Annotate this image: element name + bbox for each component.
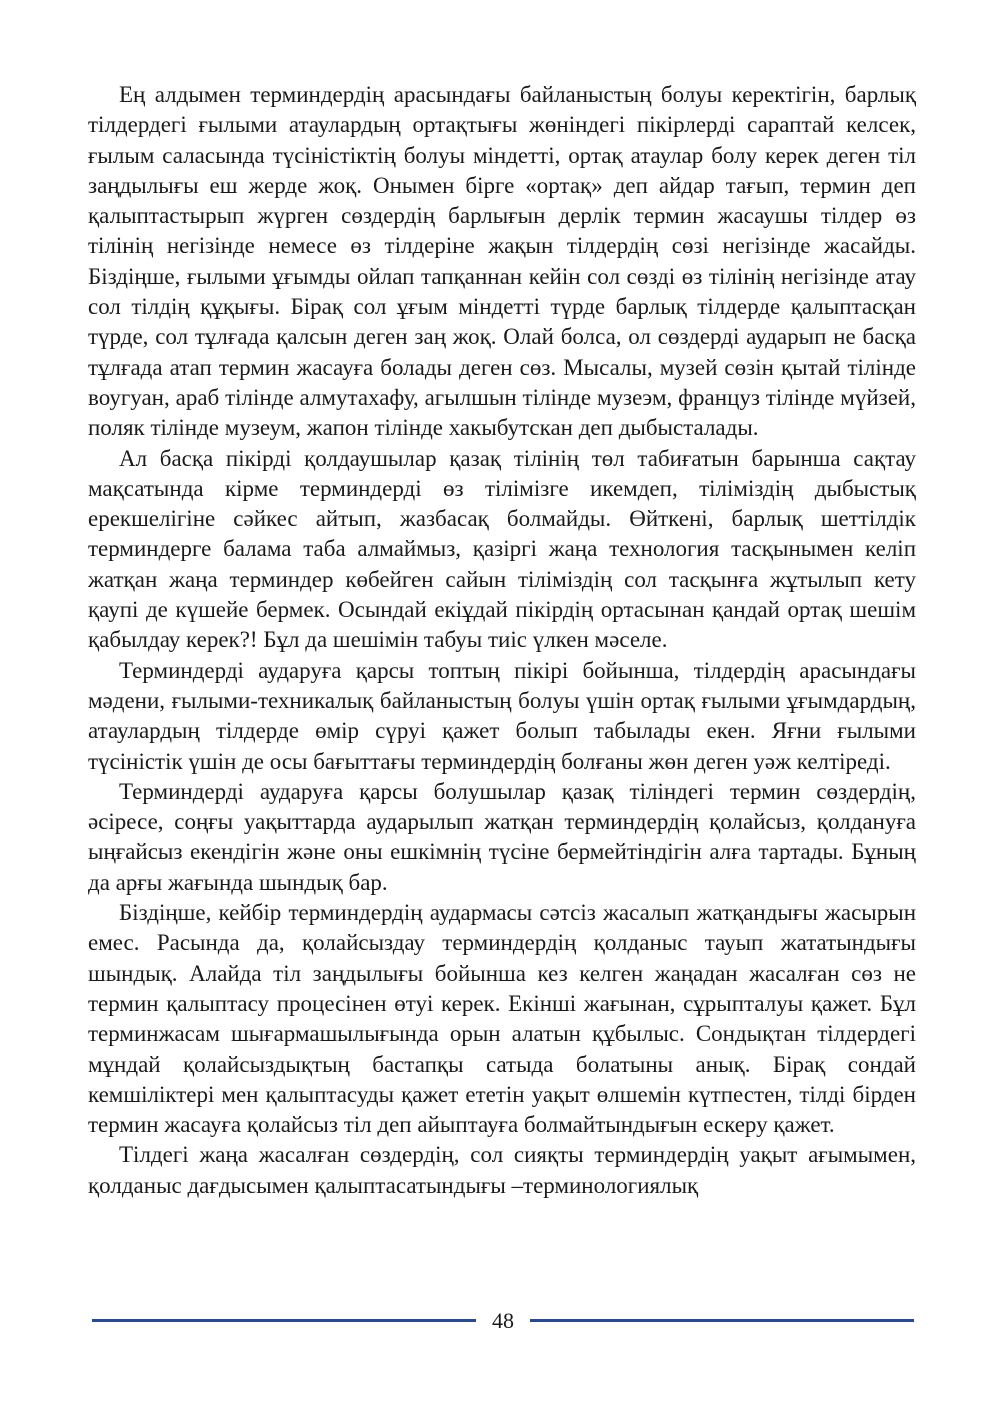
- paragraph: Тілдегі жаңа жасалған сөздердің, сол сияқты терминдердің уақыт ағымымен, қолданыс дағдысымен қалыптасатындығы –терминологиялық: [88, 1142, 916, 1198]
- page-footer: [88, 1307, 916, 1337]
- paragraph: Терминдерді аударуға қарсы топтың пікірі бойынша, тілдердің арасындағы мәдени, ғылыми-техникалық байланыстың болуы үшін ортақ ғылыми ұғымдардың, атаулардың тілдерде өмір сүруі қажет болып табылады екен. Яғни ғылыми түсіністік үшін де осы бағыттағы терминдердің болғаны жөн деген уәж келтіреді.: [88, 657, 916, 774]
- paragraph: Ең алдымен терминдердің арасындағы байланыстың болуы керектігін, барлық тілдердегі ғылыми атаулардың ортақтығы жөніндегі пікірлерді сараптай келсек, ғылым саласында түсіністіктің болуы міндетті, ортақ атаулар болу керек деген тіл заңдылығы еш жерде жоқ. Онымен бірге «ортақ» деп айдар тағып, термин деп қалыптастырып жүрген сөздердің барлығын дерлік термин жасаушы тілдер өз тілінің негізінде немесе өз тілдеріне жақын тілдердің сөзі негізінде жасайды. Біздіңше, ғылыми ұғымды ойлап тапқаннан кейін сол сөзді өз тілінің негізінде атау сол тілдің құқығы. Бірақ сол ұғым міндетті түрде барлық тілдерде қалыптасқан түрде, сол тұлғада қалсын деген заң жоқ. Олай болса, ол сөздерді аударып не басқа тұлғада атап термин жасауға болады деген сөз. Мысалы, музей сөзін қытай тілінде воугуан, араб тілінде алмутахафу, агылшын тілінде музеэм, француз тілінде мүйзей, поляк тілінде музеум, жапон тілінде хакыбутскан деп дыбысталады.: [88, 82, 916, 441]
- footer-rule-left: [92, 1319, 476, 1322]
- paragraph: Біздіңше, кейбір терминдердің аудармасы сәтсіз жасалып жатқандығы жасырын емес. Расында да, қолайсыздау терминдердің қолданыс тауып жататындығы шындық. Алайда тіл заңдылығы бойынша кез келген жаңадан жасалған сөз не термин қалыптасу процесінен өтуі керек. Екінші жағынан, сұрыпталуы қажет. Бұл терминжасам шығармашылығында орын алатын құбылыс. Сондықтан тілдердегі мұндай қолайсыздықтың бастапқы сатыда болатыны анық. Бірақ сондай кемшіліктері мен қалыптасуды қажет ететін уақыт өлшемін күтпестен, тілді бірден термин жасауға қолайсыз тіл деп айыптауға болмайтындығын ескеру қажет.: [88, 900, 916, 1138]
- paragraph: Ал басқа пікірді қолдаушылар қазақ тілінің төл табиғатын барынша сақтау мақсатында кірме терминдерді өз тілімізге икемдеп, тіліміздің дыбыстық ерекшелігіне сәйкес айтып, жазбасақ болмайды. Өйткені, барлық шеттілдік терминдерге балама таба алмаймыз, қазіргі жаңа технология тасқынымен келіп жатқан жаңа терминдер көбейген сайын тіліміздің сол тасқынға жұтылып кету қаупі де күшейе бермек. Осындай екіұдай пікірдің ортасынан қандай ортақ шешім қабылдау керек?! Бұл да шешімін табуы тиіс үлкен мәселе.: [88, 445, 916, 653]
- footer-rule-right: [530, 1319, 914, 1322]
- page-body: [88, 80, 916, 1201]
- page-number: 48: [492, 1308, 514, 1333]
- paragraph: Терминдерді аударуға қарсы болушылар қазақ тіліндегі термин сөздердің, әсіресе, соңғы уақыттарда аударылып жатқан терминдердің қолайсыз, қолдануға ыңғайсыз екендігін және оны ешкімнің түсіне бермейтіндігін алға тартады. Бұның да арғы жағында шындық бар.: [88, 778, 916, 895]
